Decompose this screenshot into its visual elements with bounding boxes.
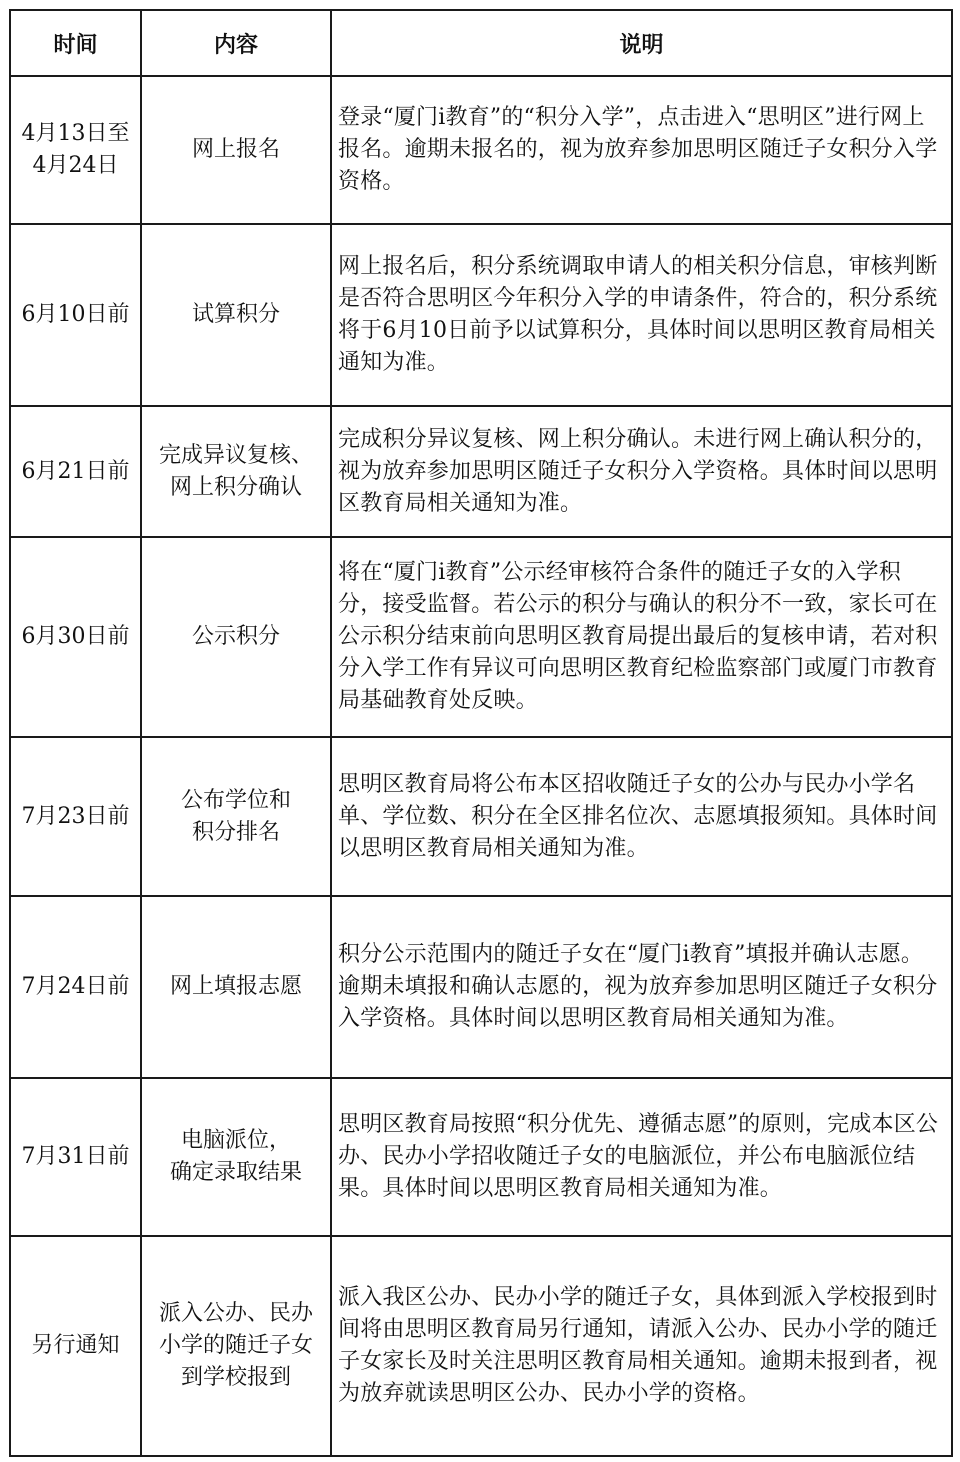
time-text: 另行通知 bbox=[31, 1333, 120, 1358]
cell-desc: 思明区教育局按照“积分优先、遵循志愿”的原则，完成本区公办、民办小学招收随迁子女的电脑派位，并公布电脑派位结果。具体时间以思明区教育局相关通知为准。 bbox=[331, 1078, 952, 1236]
table-row bbox=[10, 737, 952, 896]
cell-content bbox=[141, 537, 331, 737]
time-text: 7月24日前 bbox=[21, 974, 130, 999]
content-text: 电脑派位， 确定录取结果 bbox=[169, 1128, 302, 1185]
cell-content bbox=[141, 406, 331, 537]
cell-time bbox=[10, 1236, 141, 1456]
header-desc: 说明 bbox=[331, 10, 952, 76]
cell-desc: 网上报名后，积分系统调取申请人的相关积分信息，审核判断是否符合思明区今年积分入学的申请条件，符合的，积分系统将于6月10日前予以试算积分，具体时间以思明区教育局相关通知为准。 bbox=[331, 224, 952, 406]
cell-desc: 登录“厦门i教育”的“积分入学”，点击进入“思明区”进行网上报名。逾期未报名的，视为放弃参加思明区随迁子女积分入学资格。 bbox=[331, 76, 952, 224]
header-content: 内容 bbox=[141, 10, 331, 76]
cell-content bbox=[141, 1236, 331, 1456]
table-row bbox=[10, 406, 952, 537]
cell-content bbox=[141, 224, 331, 406]
table-row bbox=[10, 1236, 952, 1456]
content-text: 完成异议复核、 网上积分确认 bbox=[158, 442, 313, 500]
table-row bbox=[10, 76, 952, 224]
table-row bbox=[10, 1078, 952, 1236]
cell-content bbox=[141, 76, 331, 224]
time-text: 6月21日前 bbox=[21, 458, 130, 484]
schedule-table bbox=[9, 9, 953, 1457]
content-text: 派入公办、民办 小学的随迁子女 到学校报到 bbox=[158, 1301, 313, 1390]
schedule-table-container bbox=[9, 9, 951, 1453]
content-text: 试算积分 bbox=[191, 302, 280, 327]
cell-time bbox=[10, 406, 141, 537]
cell-time bbox=[10, 224, 141, 406]
time-text: 7月31日前 bbox=[21, 1144, 130, 1169]
table-body bbox=[10, 76, 952, 1456]
cell-content bbox=[141, 896, 331, 1078]
cell-content bbox=[141, 737, 331, 896]
table-header bbox=[10, 10, 952, 76]
cell-time bbox=[10, 896, 141, 1078]
cell-time bbox=[10, 737, 141, 896]
table-row bbox=[10, 224, 952, 406]
cell-desc: 将在“厦门i教育”公示经审核符合条件的随迁子女的入学积分，接受监督。若公示的积分与确认的积分不一致，家长可在公示积分结束前向思明区教育局提出最后的复核申请，若对积分入学工作有异议可向思明区教育纪检监察部门或厦门市教育局基础教育处反映。 bbox=[331, 537, 952, 737]
cell-content bbox=[141, 1078, 331, 1236]
table-row bbox=[10, 896, 952, 1078]
content-text: 公布学位和 积分排名 bbox=[180, 787, 291, 845]
header-time: 时间 bbox=[10, 10, 141, 76]
content-text: 网上报名 bbox=[191, 137, 280, 162]
content-text: 网上填报志愿 bbox=[169, 974, 302, 999]
time-text: 6月30日前 bbox=[21, 624, 130, 649]
header-row bbox=[10, 10, 952, 76]
cell-desc: 派入我区公办、民办小学的随迁子女，具体到派入学校报到时间将由思明区教育局另行通知，请派入公办、民办小学的随迁子女家长及时关注思明区教育局相关通知。逾期未报到者，视为放弃就读思明区公办、民办小学的资格。 bbox=[331, 1236, 952, 1456]
cell-time bbox=[10, 537, 141, 737]
cell-desc: 思明区教育局将公布本区招收随迁子女的公办与民办小学名单、学位数、积分在全区排名位次、志愿填报须知。具体时间以思明区教育局相关通知为准。 bbox=[331, 737, 952, 896]
time-text: 4月13日至 4月24日 bbox=[21, 121, 130, 178]
cell-desc: 积分公示范围内的随迁子女在“厦门i教育”填报并确认志愿。逾期未填报和确认志愿的，视为放弃参加思明区随迁子女积分入学资格。具体时间以思明区教育局相关通知为准。 bbox=[331, 896, 952, 1078]
table-row bbox=[10, 537, 952, 737]
content-text: 公示积分 bbox=[191, 624, 280, 649]
cell-time bbox=[10, 1078, 141, 1236]
time-text: 7月23日前 bbox=[21, 803, 130, 829]
time-text: 6月10日前 bbox=[21, 302, 130, 327]
cell-time bbox=[10, 76, 141, 224]
cell-desc: 完成积分异议复核、网上积分确认。未进行网上确认积分的，视为放弃参加思明区随迁子女积分入学资格。具体时间以思明区教育局相关通知为准。 bbox=[331, 406, 952, 537]
